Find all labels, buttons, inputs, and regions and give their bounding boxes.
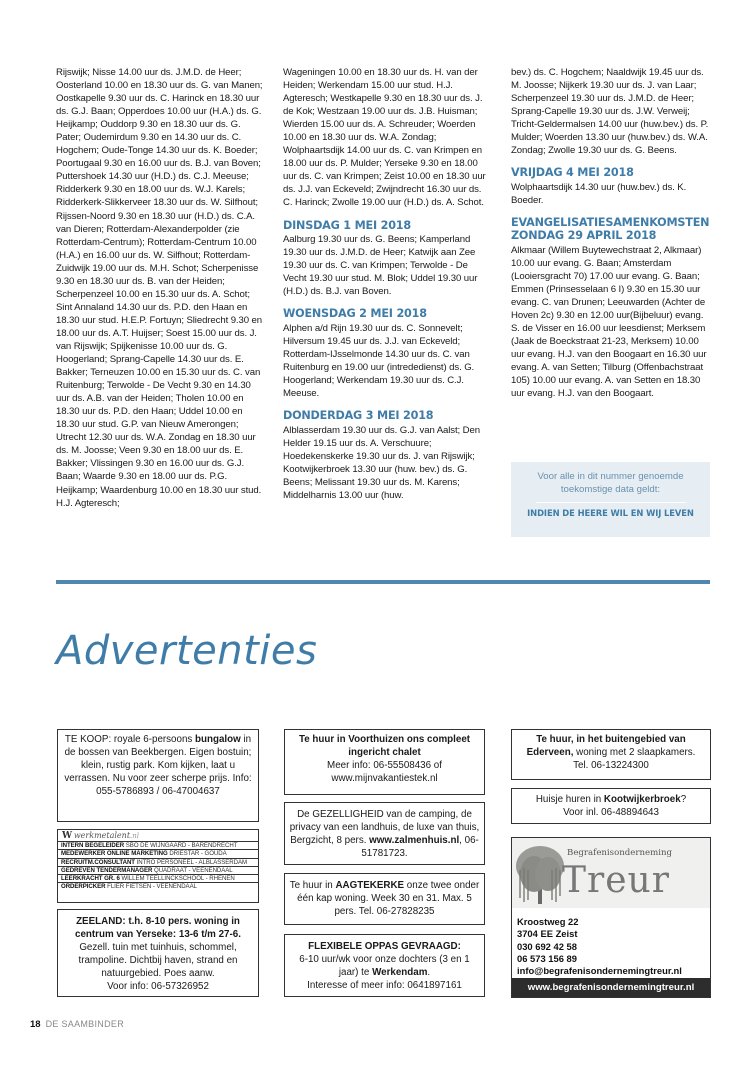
ad-bungalow (57, 729, 259, 822)
date-heading-woensdag: WOENSDAG 2 MEI 2018 (283, 307, 427, 321)
date-heading-vrijdag: VRIJDAG 4 MEI 2018 (511, 166, 634, 180)
ad-bold-text: Kootwijkerbroek (603, 794, 681, 805)
ad-bold-text: ZEELAND: t.h. 8-10 pers. woning in centrum van Yerseke: 13-6 t/m 27-6. (75, 916, 241, 940)
page-footer (30, 1019, 124, 1030)
job-row (58, 883, 258, 891)
church-services-column-2 (283, 66, 489, 502)
werkmetalent-header (58, 830, 258, 842)
ad-bold-text: bungalow (195, 734, 241, 745)
ad-camping (284, 802, 485, 865)
church-services-column-1 (56, 66, 263, 510)
ad-text-part: ? (680, 794, 687, 805)
job-title: MEDEWERKER ONLINE MARKETING (61, 850, 168, 858)
heading-evangelisatiesamenkomsten: EVANGELISATIESAMENKOMSTEN (511, 215, 710, 229)
magazine-name: DE SAAMBINDER (45, 1019, 124, 1029)
ad-text: woning met 2 slaapkamers. (573, 747, 696, 758)
werkmetalent-brand: werkmetalent (73, 831, 131, 840)
ad-text: Te huur in (289, 880, 336, 891)
date-heading-donderdag: DONDERDAG 3 MEI 2018 (283, 409, 434, 423)
section-divider (56, 580, 710, 584)
job-title: ORDERPICKER (61, 883, 106, 891)
ad-aagtekerke (284, 873, 485, 925)
ad-info: Voor info: 06-57326952 (107, 981, 209, 992)
job-title: GEDREVEN TENDERMANAGER (61, 866, 153, 874)
date-heading-dinsdag: DINSDAG 1 MEI 2018 (283, 218, 411, 232)
job-title: INTERN BEGELEIDER (61, 842, 125, 849)
ad-zeeland (57, 909, 259, 997)
ad-text-part: Huisje huren in (535, 794, 604, 805)
ad-bold-text: AAGTEKERKE (335, 880, 405, 891)
ad-ederveen (511, 729, 711, 780)
job-title: LEERKRACHT GR. 6 (61, 875, 120, 883)
willow-tree-icon (514, 840, 566, 906)
job-detail: DRIESTAR - GOUDA (169, 850, 227, 858)
ad-text: TE KOOP: royale 6-persoons (64, 734, 196, 745)
ad-bold-text: Te huur in Voorthuizen ons compleet ingericht chalet (298, 734, 471, 758)
treur-street: Kroostweg 22 (517, 916, 579, 927)
job-row (58, 850, 258, 858)
ad-text (289, 953, 480, 979)
notice-divider (536, 502, 686, 503)
treur-subtitle: Begrafenisonderneming (567, 848, 673, 858)
page-number: 18 (30, 1019, 41, 1030)
ad-url: www.zalmenhuis.nl (369, 835, 460, 846)
services-text: Wolphaartsdijk 14.30 uur (huw.bev.) ds. K. Boeder. (511, 181, 687, 206)
treur-contact (512, 908, 710, 978)
services-text: Alphen a/d Rijn 19.30 uur ds. C. Sonnevelt; Hilversum 19.45 uur ds. J.J. van Eckeveld; Rotterdam-IJsselmonde 14.30 uur ds. C. van Ruitenburg en 19.00 uur (intrededienst) ds. G. Hoogerland; Werkendam 19.30 uur ds. C.J. Meeuse. (283, 322, 475, 399)
services-text: bev.) ds. C. Hogchem; Naaldwijk 19.45 uur ds. M. Joosse; Nijkerk 19.30 uur ds. J. van Laar; Scherpenzeel 19.30 uur ds. J.M.D. de Heer; Sprang-Capelle 19.30 uur ds. J.W. Verweij; Tricht-Geldermalsen 14.00 uur (huw.bev.) ds. P. Mulder; Woerden 13.30 uur (huw.bev.) ds. W.A. Zondag; Zwolle 19.30 uur ds. G. Beens. (511, 67, 709, 157)
ad-bold-text: Te huur, in het buitengebied van Ederveen, (526, 734, 686, 758)
ad-voorthuizen (284, 729, 485, 795)
job-detail: QUADRAAT - VEENENDAAL (154, 866, 233, 874)
ad-oppas (284, 934, 485, 997)
job-detail: INTRO PERSONEEL - ALBLASSERDAM (136, 858, 248, 866)
ad-phone: Tel. 06-13224300 (573, 760, 649, 771)
ad-werkmetalent (57, 829, 259, 903)
services-text: Aalburg 19.30 uur ds. G. Beens; Kamperland 19.30 uur ds. J.M.D. de Heer; Katwijk aan Zee 19.30 uur ds. C. van Krimpen; Terwolde - De Vecht 19.30 uur stud. M. Blok; Uddel 19.30 uur (H.D.) ds. B.J. van Boven. (283, 234, 478, 298)
werkmetalent-logo-icon: W (62, 831, 73, 841)
treur-url: www.begrafenisondernemingtreur.nl (527, 982, 695, 993)
treur-phone-2: 06 573 156 89 (517, 952, 577, 964)
ad-bold-text: FLEXIBELE OPPAS GEVRAAGD: (308, 941, 461, 952)
treur-header (512, 838, 710, 908)
ad-info: Interesse of meer info: 0641897161 (307, 980, 462, 991)
ad-info: Voor inl. 06-48894643 (563, 807, 659, 818)
ad-phone: , 06-51781723. (361, 835, 479, 859)
ad-text: De GEZELLIGHEID van de camping, de privacy van een landhuis, de luxe van thuis, Bergzicht, 8 pers. (289, 809, 480, 846)
ad-text (516, 793, 706, 806)
services-text: Alblasserdam 19.30 uur ds. G.J. van Aalst; Den Helder 19.15 uur ds. A. Verschuure; Hoedekenskerke 19.30 uur ds. J. van Rijswijk; Kootwijkerbroek 13.30 uur (huw. bev.) ds. G. Beens; Melissant 19.30 uur ds. M. Karens; Middelharnis 13.00 uur (huw. (283, 424, 480, 501)
ad-text: in de bossen van Beekbergen. Eigen bostuin; klein, rustig park. Kom kijken, laat u verrassen. Nu voor zeer scherpe prijs. Info: 055-5786893 / 06-47004637 (64, 734, 252, 797)
future-dates-notice (511, 462, 710, 537)
services-text: Rijswijk; Nisse 14.00 uur ds. J.M.D. de Heer; Oosterland 10.00 en 18.30 uur ds. G. van Manen; Oostkapelle 9.30 uur ds. C. Harinck en 18.30 uur ds. G.J. Baan; Opperdoes 10.00 uur (H.A.) ds. G. Heijkamp; Ouddorp 9.30 en 18.30 uur ds. G. Pater; Oudemirdum 9.30 en 14.30 uur ds. C. Hogchem; Oude-Tonge 14.30 uur ds. K. Boeder; Poortugaal 9.30 en 16.00 uur ds. B.J. van Boven; Puttershoek 14.30 uur (H.D.) ds. C.J. Meeuse; Ridderkerk 9.30 en 18.00 uur ds. W.J. Karels; Ridderkerk-Slikkerveer 18.30 uur ds. W. Silfhout; Rijssen-Noord 9.30 en 18.30 uur (H.D.) ds. C.A. van Dieren; Rotterdam-Alexanderpolder (zie Rotterdam-Centrum); Rotterdam-Centrum 10.00 (H.A.) en 16.00 uur ds. W. Silfhout; Rotterdam-Zuidwijk 19.00 uur ds. M.H. Schot; Scherpenisse 9.30 en 18.30 uur ds. B. van der Heiden; Scherpenzeel 10.00 en 15.30 uur ds. A. Schot; Sint Annaland 14.30 uur ds. P.D. den Haan en 18.30 uur stud. H.E.P. Fortuyn; Sliedrecht 9.30 en 18.00 uur ds. A.T. Huijser; Soest 15.00 uur ds. J. van Rijswijk; Spijkenisse 10.00 uur ds. G. Hoogerland; Sprang-Capelle 14.30 uur ds. E. Bakker; Terneuzen 10.00 en 15.30 uur ds. C. van Ruitenburg; Terwolde - De Vecht 9.30 en 14.30 uur ds. A.B. van der Heiden; Tholen 10.00 en 18.30 uur ds. P.D. den Haan; Uddel 10.00 en 18.30 uur stud. G.P. van Nieuw Amerongen; Utrecht 12.30 uur ds. W.A. Zondag en 18.30 uur ds. M. Joosse; Veen 9.30 en 18.00 uur ds. E. Bakker; Vlissingen 9.30 en 16.00 uur ds. G.J. Baan; Waarde 9.30 en 18.00 uur ds. P.G. Heijkamp; Waardenburg 10.00 en 18.30 uur stud. H.J. Agteresch; (56, 67, 263, 509)
job-row (58, 842, 258, 850)
job-detail: FLIER FIETSEN - VEENENDAAL (107, 883, 197, 891)
treur-name: Treur (562, 860, 670, 901)
notice-bold-text: INDIEN DE HEERE WIL EN WIJ LEVEN (527, 508, 694, 518)
ad-huisje (511, 788, 711, 824)
treur-email: info@begrafenisondernemingtreur.nl (517, 965, 682, 977)
date-heading-zondag: ZONDAG 29 APRIL 2018 (511, 229, 657, 243)
ad-text: Meer info: 06-55508436 of (327, 760, 442, 771)
services-text: Alkmaar (Willem Buytewechstraat 2, Alkmaar) 10.00 uur evang. G. Baan; Amsterdam (Looiersgracht 70) 17.00 uur evang. G. Baan; Emmen (Prinsesselaan 6 I) 9.30 en 15.30 uur evang. C. van Drunen; Leeuwarden (Achter de Hoven 2c) 9.30 en 12.00 uur(Bijbeluur) evang. S. de Visser en 16.00 uur leesdienst; Merksem (Jaak de Boeckstraat 21-23, Merksem) 10.00 uur evang. H.J. van den Boogaart en 16.30 uur evang. A. van Setten; Tilburg (Offenbachstraat 105) 10.00 uur evang. A. van Setten en 18.30 uur evang. H.J. van den Boogaart. (511, 244, 707, 400)
notice-line-2: toekomstige data geldt: (560, 484, 661, 495)
ad-begrafenisonderneming-treur (511, 837, 711, 998)
job-detail: WILLEM TEELLINCKSCHOOL - RHENEN (121, 875, 235, 883)
section-title: Advertenties (56, 628, 318, 674)
ad-text-part: . (427, 967, 431, 978)
job-row (58, 867, 258, 875)
ad-text: onze twee onder één kap woning. Week 30 en 31. Max. 5 pers. Tel. 06-27828235 (297, 880, 480, 917)
notice-line-1: Voor alle in dit nummer genoemde (537, 471, 684, 482)
ad-bold-text: Werkendam (372, 967, 428, 978)
job-row (58, 875, 258, 883)
job-row (58, 859, 258, 867)
church-services-column-3 (511, 66, 711, 400)
ad-text-part: 6-10 uur/wk voor onze dochters (3 en 1 jaar) te (299, 954, 470, 978)
ad-text: Gezell. tuin met tuinhuis, schommel, trampoline. Dichtbij haven, strand en natuurgebied. Poes aanw. (78, 942, 238, 979)
job-detail: SBO DE WIJNGAARD - BARENDRECHT (125, 842, 238, 849)
treur-phone-1: 030 692 42 58 (517, 940, 577, 952)
services-text: Wageningen 10.00 en 18.30 uur ds. H. van der Heiden; Werkendam 15.00 uur stud. H.J. Agteresch; Westkapelle 9.30 en 18.30 uur ds. J. de Kok; Westzaan 19.00 uur ds. J.B. Huisman; Wierden 15.00 uur ds. A. Schreuder; Woerden 10.00 en 18.30 uur ds. W.A. Zondag; Wolphaartsdijk 14.00 uur ds. C. van Krimpen en 18.00 uur ds. P. Mulder; Yerseke 9.30 en 18.00 uur ds. C. van Krimpen; Zeist 10.00 en 18.30 uur ds. J.J. van Eckeveld; Zwijndrecht 16.30 uur ds. C. Harinck; Zwolle 19.00 uur (H.D.) ds. A. Schot. (283, 67, 486, 209)
job-title: RECRUITM.CONSULTANT (61, 858, 135, 866)
ad-url: www.mijnvakantiestek.nl (331, 773, 438, 784)
treur-city: 3704 EE Zeist (517, 928, 578, 940)
werkmetalent-suffix: .nl (130, 832, 140, 840)
